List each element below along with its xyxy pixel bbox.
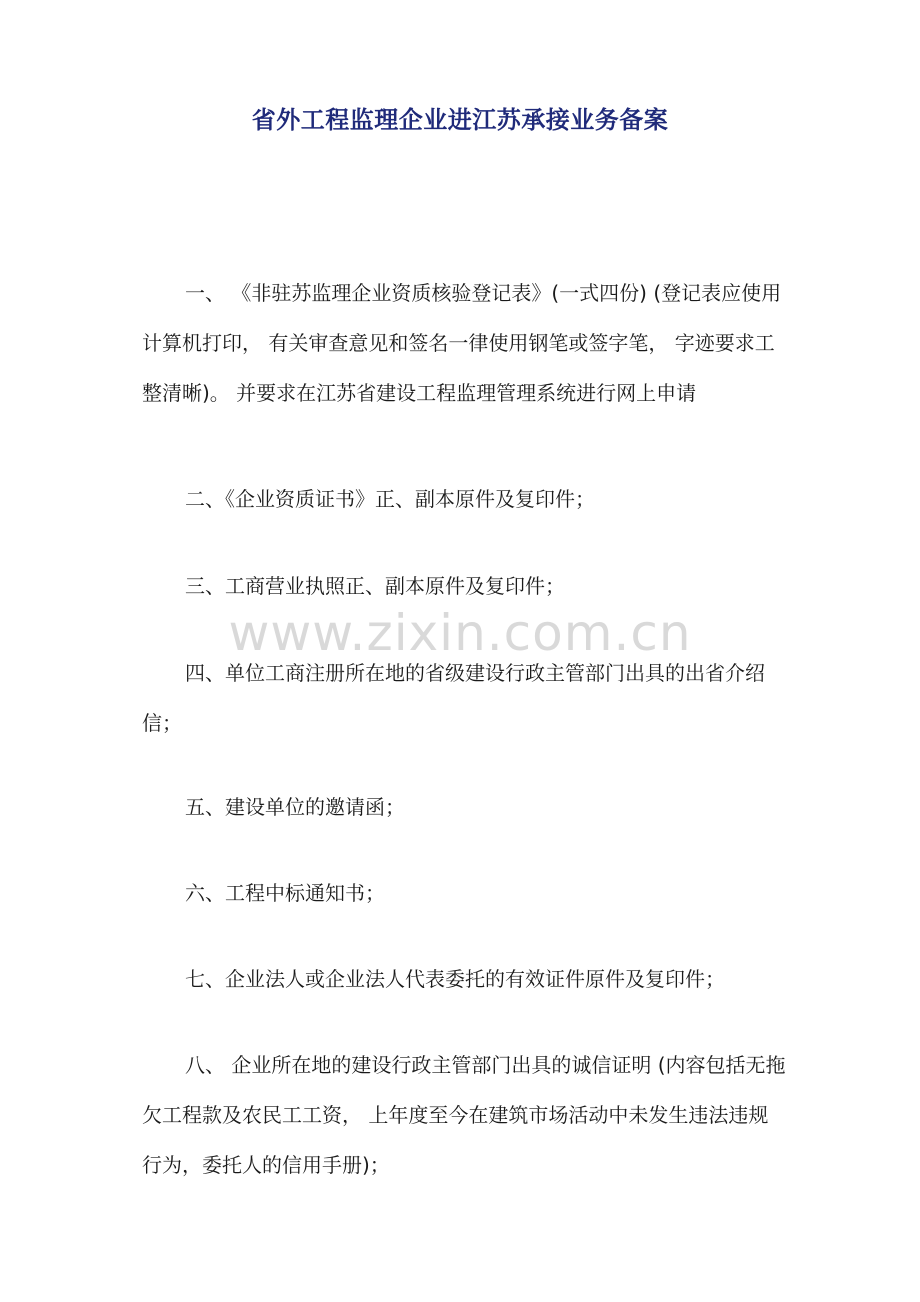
watermark: www.zixin.com.cn [228, 604, 692, 662]
list-item-4: 四、单位工商注册所在地的省级建设行政主管部门出具的出省介绍信； [142, 661, 765, 735]
list-item-1: 一、 《非驻苏监理企业资质核验登记表》(一式四份) (登记表应使用计算机打印， 有关审查意见和签名一律使用钢笔或签字笔， 字迹要求工整清晰)。 并要求在江苏省建设工程监理管理系统进行网上申请 [142, 281, 782, 405]
list-item-8: 八、 企业所在地的建设行政主管部门出具的诚信证明 (内容包括无拖欠工程款及农民工工资， 上年度至今在建筑市场活动中未发生违法违规行为，委托人的信用手册)； [142, 1053, 786, 1177]
list-item-3: 三、工商营业执照正、副本原件及复印件； [185, 574, 565, 598]
list-item-5: 五、建设单位的邀请函； [185, 795, 405, 819]
list-item-2: 二、《企业资质证书》正、副本原件及复印件； [185, 487, 595, 511]
list-item-6: 六、工程中标通知书； [185, 881, 385, 905]
list-item-7: 七、企业法人或企业法人代表委托的有效证件原件及复印件； [185, 967, 725, 991]
document-title: 省外工程监理企业进江苏承接业务备案 [251, 106, 669, 134]
